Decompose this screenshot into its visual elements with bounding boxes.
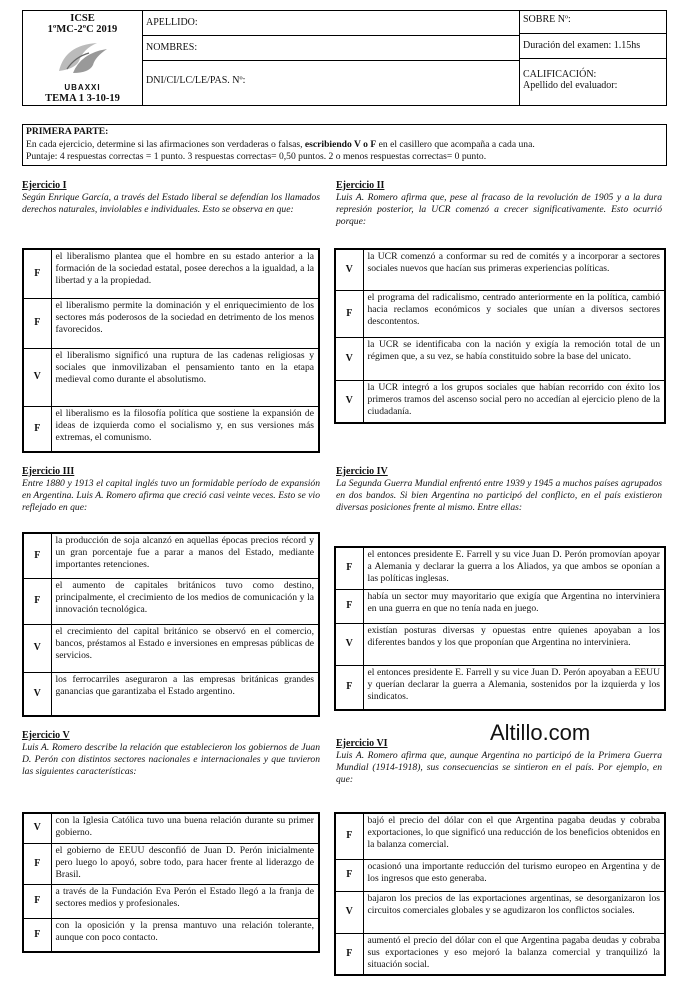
table-row xyxy=(23,884,319,918)
table-row xyxy=(335,547,665,589)
document-field[interactable]: DNI/CI/LC/LE/PAS. Nº: xyxy=(146,75,246,86)
exercise-title: Ejercicio VI xyxy=(336,738,388,749)
statement: había un sector muy mayoritario que exigía que Argentina no interviniera en una guerra en que no tenía nada en juego. xyxy=(363,589,665,623)
answer-cell[interactable]: F xyxy=(23,533,51,578)
table-row xyxy=(335,891,665,933)
statement: el aumento de capitales británicos tuvo como destino, principalmente, el crecimiento de los medios de comunicación y la innovación tecnológica. xyxy=(51,578,319,624)
table-row xyxy=(23,249,319,298)
statement: el gobierno de EEUU desconfió de Juan D. Perón inicialmente pero luego lo apoyó, sobre todo, para hacer frente al liderazgo de Brasil. xyxy=(51,843,319,884)
exercise-intro: Entre 1880 y 1913 el capital inglés tuvo un formidable período de expansión en Argentina. Luis A. Romero afirma que creció casi veinte veces. Esto se vio reflejado en que: xyxy=(22,478,320,514)
statement: la UCR integró a los grupos sociales que habían recorrido con éxito los primeros tramos del ascenso social pero no accedían al ejercicio pleno de la ciudadanía. xyxy=(363,380,665,423)
table-row xyxy=(23,348,319,406)
exercise-5 xyxy=(22,730,320,779)
table-row xyxy=(23,672,319,716)
institution-name: ICSE xyxy=(70,13,95,24)
statement: ocasionó una importante reducción del turismo europeo en Argentina y de los ingresos que esto generaba. xyxy=(363,859,665,891)
table-row xyxy=(335,813,665,859)
table-row xyxy=(335,623,665,665)
statement: con la oposición y la prensa mantuvo una relación tolerante, aunque con poco contacto. xyxy=(51,918,319,952)
grade-block xyxy=(520,59,666,105)
statement: con la Iglesia Católica tuvo una buena relación durante su primer gobierno. xyxy=(51,813,319,843)
statement: existían posturas diversas y opuestas entre quienes apoyaban a los diferentes bandos y los que proponían que Argentina no interviniera. xyxy=(363,623,665,665)
instructions-line-1 xyxy=(26,139,663,152)
statement: la UCR se identificaba con la nación y exigía la remoción total de un régimen que, a su vez, se había constituido sobre la base del unicato. xyxy=(363,337,665,380)
course-label: 1ºMC-2ºC 2019 xyxy=(47,24,118,35)
answer-cell[interactable]: F xyxy=(335,933,363,975)
exercise-6 xyxy=(336,738,662,787)
instructions-text-bold: escribiendo V o F xyxy=(304,138,377,150)
answer-cell[interactable]: F xyxy=(23,918,51,952)
answer-cell[interactable]: V xyxy=(23,624,51,672)
exercise-intro: Luis A. Romero afirma que, aunque Argentina no participó de la Primera Guerra Mundial (1914-1918), sus consecuencias se sintieron en el país. Por ejemplo, en que: xyxy=(336,750,662,786)
exercise-title: Ejercicio V xyxy=(22,730,70,741)
evaluador-label: Apellido del evaluador: xyxy=(523,80,618,91)
statement: bajó el precio del dólar con el que Argentina pagaba deudas y cobraba exportaciones, lo que significó una reducción de los beneficios obtenidos en la balanza comercial. xyxy=(363,813,665,859)
table-row xyxy=(335,933,665,975)
uba-logo xyxy=(53,39,113,85)
statement: aumentó el precio del dólar con el que Argentina pagaba deudas y cobraba sus exportaciones y eso mejoró la balanza comercial y tranquilizó la situación social. xyxy=(363,933,665,975)
table-row xyxy=(23,843,319,884)
duration-label: Duración del examen: 1.15hs xyxy=(520,34,666,59)
answer-cell[interactable]: F xyxy=(23,298,51,348)
instructions-scoring: Puntaje: 4 respuestas correctas = 1 punto. 3 respuestas correctas= 0,50 puntos. 2 o menos respuestas correctas= 0 punto. xyxy=(26,151,487,162)
logo-text: UBAXXI xyxy=(64,83,101,92)
exercise-2-table xyxy=(334,248,666,424)
statement: la UCR comenzó a conformar su red de comités y a incorporar a sectores sociales nuevos que hacían sus primeras experiencias políticas. xyxy=(363,249,665,290)
table-row xyxy=(23,533,319,578)
answer-cell[interactable]: V xyxy=(335,337,363,380)
exercise-intro: Según Enrique García, a través del Estado liberal se defendían los llamados derechos naturales, inviolables e individuales. Esto se observa en que: xyxy=(22,192,320,216)
exercise-3 xyxy=(22,466,320,515)
table-row xyxy=(335,290,665,337)
instructions-text-a: En cada ejercicio, determine si las afirmaciones son verdaderas o falsas, xyxy=(26,138,303,150)
answer-cell[interactable]: F xyxy=(335,290,363,337)
exercise-title: Ejercicio IV xyxy=(336,466,388,477)
statement: el entonces presidente E. Farrell y su vice Juan D. Perón promovían apoyar a Alemania y declarar la guerra a los Aliados, ya que ambos se oponían a las políticas inglesas. xyxy=(363,547,665,589)
instructions-title: PRIMERA PARTE: xyxy=(26,126,109,137)
statement: el liberalismo es la filosofía política que sostiene la expansión de ideas de izquierda como el socialismo y, en sus versiones más extremas, el comunismo. xyxy=(51,406,319,452)
answer-cell[interactable]: V xyxy=(23,348,51,406)
exercise-1 xyxy=(22,180,320,216)
answer-cell[interactable]: F xyxy=(335,859,363,891)
statement: la producción de soja alcanzó en aquellas épocas precios récord y un gran porcentaje fue a parar a manos del Estado, mediante importantes retenciones. xyxy=(51,533,319,578)
table-row xyxy=(23,406,319,452)
calificacion-label: CALIFICACIÓN: xyxy=(523,69,597,80)
table-row xyxy=(335,337,665,380)
apellido-field[interactable]: APELLIDO: xyxy=(143,11,519,36)
answer-cell[interactable]: F xyxy=(335,813,363,859)
answer-cell[interactable]: V xyxy=(335,249,363,290)
exercise-5-table xyxy=(22,812,320,953)
exercise-1-table xyxy=(22,248,320,453)
answer-cell[interactable]: V xyxy=(335,380,363,423)
watermark: Altillo.com xyxy=(490,720,591,745)
answer-cell[interactable]: F xyxy=(23,249,51,298)
answer-cell[interactable]: F xyxy=(23,578,51,624)
answer-cell[interactable]: F xyxy=(335,665,363,710)
statement: el liberalismo permite la dominación y el enriquecimiento de los sectores más poderosos de la sociedad en detrimento de los menos favorecidos. xyxy=(51,298,319,348)
exercise-title: Ejercicio II xyxy=(336,180,385,191)
table-row xyxy=(335,380,665,423)
nombres-field[interactable]: NOMBRES: xyxy=(143,36,519,61)
exam-info xyxy=(520,11,666,105)
exercise-intro: La Segunda Guerra Mundial enfrentó entre 1939 y 1945 a muchos países agrupados en dos bandos. Si bien Argentina no participó del conflicto, en el país existieron diversas posiciones frente al mismo. Entre ellas: xyxy=(336,478,662,514)
table-row xyxy=(23,578,319,624)
answer-cell[interactable]: F xyxy=(335,589,363,623)
exercise-4-table xyxy=(334,546,666,711)
sobre-field[interactable]: SOBRE Nº: xyxy=(520,11,666,34)
answer-cell[interactable]: F xyxy=(23,843,51,884)
answer-cell[interactable]: V xyxy=(23,672,51,716)
answer-cell[interactable]: V xyxy=(335,623,363,665)
answer-cell[interactable]: V xyxy=(23,813,51,843)
statement: el liberalismo significó una ruptura de las cadenas religiosas y sociales que inmovilizaban el pensamiento tanto en la etapa medieval como durante el absolutismo. xyxy=(51,348,319,406)
instructions-text-c: en el casillero que acompaña a cada una. xyxy=(378,138,535,150)
exercise-6-table xyxy=(334,812,666,976)
exercise-title: Ejercicio III xyxy=(22,466,75,477)
exercise-intro: Luis A. Romero afirma que, pese al fracaso de la revolución de 1905 y a la dura represión posterior, la UCR comenzó a crecer significativamente. Esto ocurrió porque: xyxy=(336,192,662,228)
answer-cell[interactable]: F xyxy=(335,547,363,589)
table-row xyxy=(23,298,319,348)
table-row xyxy=(335,249,665,290)
answer-cell[interactable]: F xyxy=(23,406,51,452)
table-row xyxy=(23,624,319,672)
statement: el crecimiento del capital británico se observó en el comercio, bancos, préstamos al Estado e inversiones en empresas públicas de servicios. xyxy=(51,624,319,672)
tema-label: TEMA 1 3-10-19 xyxy=(45,93,120,104)
exercise-intro: Luis A. Romero describe la relación que establecieron los gobiernos de Juan D. Perón con distintos sectores nacionales e internacionales y que tuvieron las siguientes características: xyxy=(22,742,320,778)
answer-cell[interactable]: F xyxy=(23,884,51,918)
exercise-title: Ejercicio I xyxy=(22,180,67,191)
exam-header xyxy=(22,10,667,106)
statement: los ferrocarriles aseguraron a las empresas británicas grandes ganancias que garantizaba el Estado argentino. xyxy=(51,672,319,716)
table-row xyxy=(335,665,665,710)
statement: a través de la Fundación Eva Perón el Estado llegó a la franja de sectores medios y profesionales. xyxy=(51,884,319,918)
statement: bajaron los precios de las exportaciones argentinas, se desorganizaron los circuitos comerciales globales y se agudizaron los conflictos sociales. xyxy=(363,891,665,933)
student-fields xyxy=(143,11,520,105)
exercise-3-table xyxy=(22,532,320,717)
header-institution-block xyxy=(23,11,143,105)
instructions-box xyxy=(22,124,667,166)
statement: el liberalismo plantea que el hombre en su estado anterior a la formación de la sociedad estatal, posee derechos a la igualdad, a la libertad y a la propiedad. xyxy=(51,249,319,298)
table-row xyxy=(23,813,319,843)
table-row xyxy=(335,589,665,623)
table-row xyxy=(23,918,319,952)
statement: el entonces presidente E. Farrell y su vice Juan D. Perón apoyaban a EEUU y querían declarar la guerra a Alemania, sostenidos por la izquierda y los sindicatos. xyxy=(363,665,665,710)
statement: el programa del radicalismo, centrado anteriormente en la política, cambió hacia reclamos económicos y sociales que unían a diversos sectores descontentos. xyxy=(363,290,665,337)
table-row xyxy=(335,859,665,891)
exercise-2 xyxy=(336,180,662,229)
answer-cell[interactable]: V xyxy=(335,891,363,933)
exercise-4 xyxy=(336,466,662,515)
